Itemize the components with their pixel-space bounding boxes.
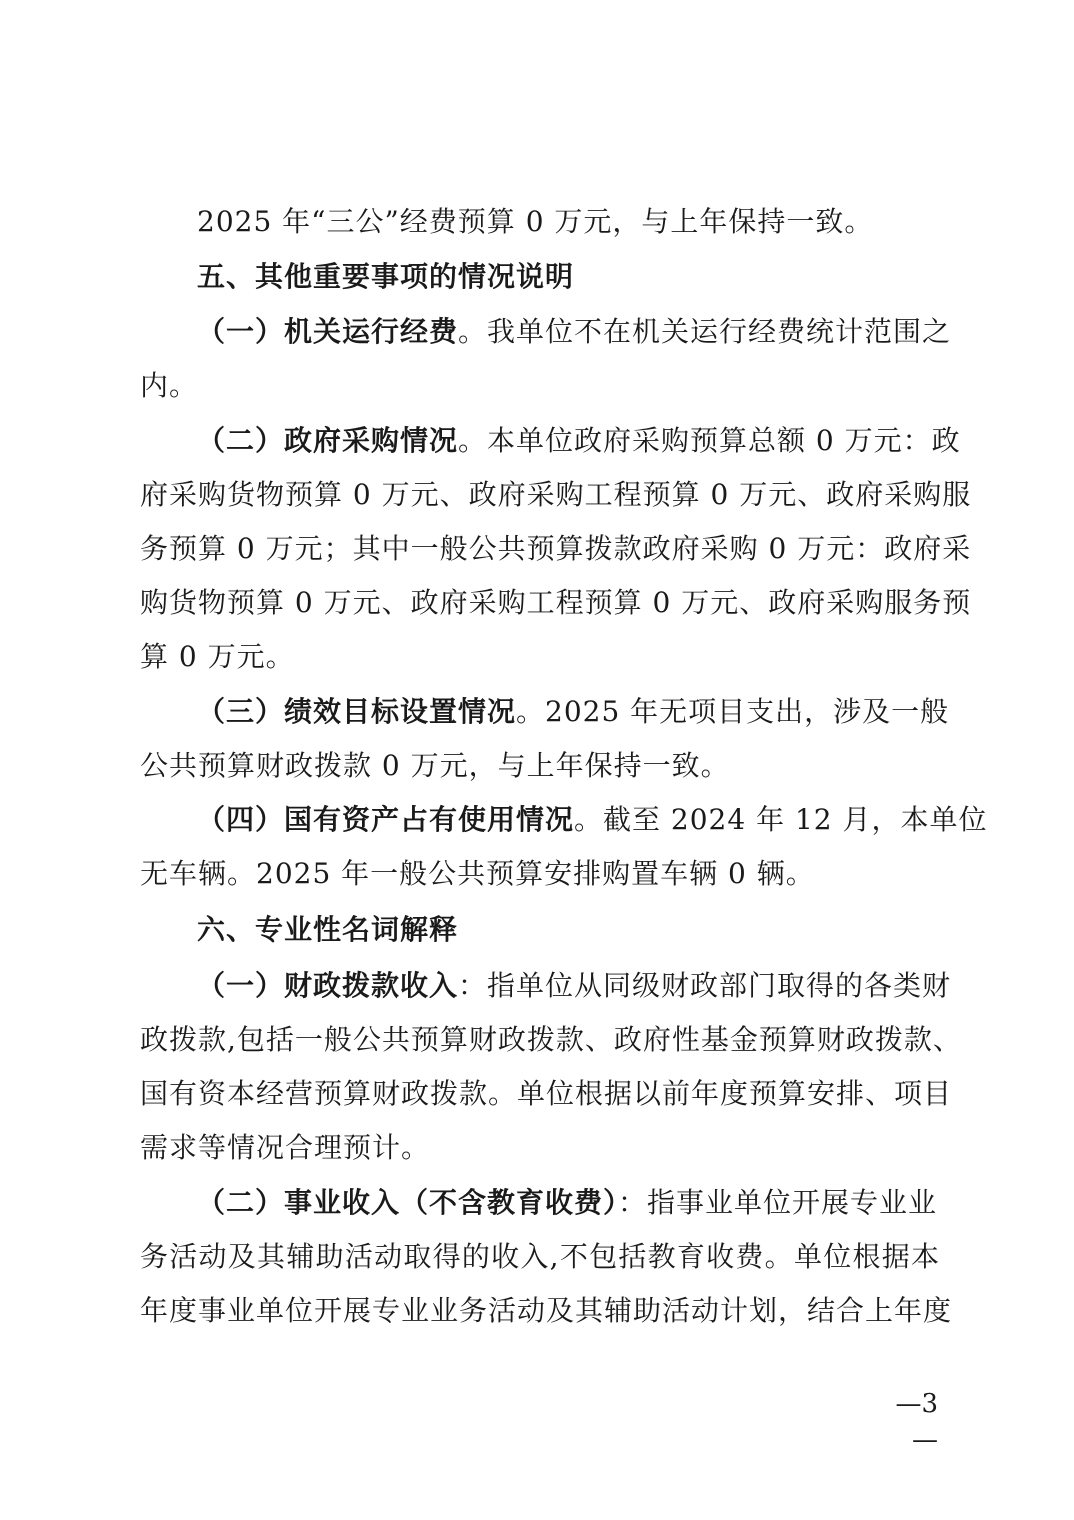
paragraph-procurement-line-5 <box>140 637 940 677</box>
paragraph-performance-line-2 <box>140 746 940 786</box>
paragraph-business-income-line-1 <box>197 1183 937 1223</box>
paragraph-operating-expenses-line-2 <box>140 366 940 406</box>
section-heading-6 <box>197 910 937 950</box>
paragraph-assets-line-1 <box>197 800 988 840</box>
paragraph-fiscal-appropriation-line-2 <box>140 1020 962 1060</box>
paragraph-business-income-line-2 <box>140 1237 940 1277</box>
text-run: 务活动及其辅助活动取得的收入,不包括教育收费。单位根据本 <box>140 1240 940 1273</box>
paragraph-procurement-line-1 <box>197 421 961 461</box>
text-run: 国有资本经营预算财政拨款。单位根据以前年度预算安排、项目 <box>140 1077 953 1110</box>
paragraph-procurement-line-4 <box>140 583 972 623</box>
text-run: 。截至 2024 年 12 月，本单位 <box>574 803 988 836</box>
subheading-text: （四）国有资产占有使用情况 <box>197 803 575 836</box>
page-number: —3— <box>895 1389 938 1455</box>
text-run: 无车辆。2025 年一般公共预算安排购置车辆 0 辆。 <box>140 857 815 890</box>
paragraph-fiscal-appropriation-line-3 <box>140 1074 953 1114</box>
subheading-text: （一）机关运行经费 <box>197 315 459 348</box>
paragraph-assets-line-2 <box>140 854 940 894</box>
subheading-text: （二）政府采购情况 <box>197 424 459 457</box>
text-run: 府采购货物预算 0 万元、政府采购工程预算 0 万元、政府采购服 <box>140 478 972 511</box>
subheading-text: （二）事业收入（不含教育收费） <box>197 1186 619 1219</box>
text-run: 政拨款,包括一般公共预算财政拨款、政府性基金预算财政拨款、 <box>140 1023 962 1056</box>
heading-text: 六、专业性名词解释 <box>197 913 459 946</box>
text-run: 算 0 万元。 <box>140 640 295 673</box>
paragraph-fiscal-appropriation-line-1 <box>197 966 952 1006</box>
text-run: 公共预算财政拨款 0 万元，与上年保持一致。 <box>140 749 730 782</box>
paragraph-performance-line-1 <box>197 692 950 732</box>
paragraph-sangong-budget <box>197 202 937 242</box>
text-run: 。本单位政府采购预算总额 0 万元：政 <box>458 424 961 457</box>
subheading-text: （一）财政拨款收入 <box>197 969 459 1002</box>
paragraph-procurement-line-2 <box>140 475 972 515</box>
text-run: 2025 年“三公”经费预算 0 万元，与上年保持一致。 <box>197 205 874 238</box>
text-run: 年度事业单位开展专业业务活动及其辅助活动计划，结合上年度 <box>140 1294 953 1327</box>
paragraph-operating-expenses-line-1 <box>197 312 952 352</box>
paragraph-fiscal-appropriation-line-4 <box>140 1128 940 1168</box>
paragraph-procurement-line-3 <box>140 529 972 569</box>
heading-text: 五、其他重要事项的情况说明 <box>197 260 575 293</box>
text-run: 购货物预算 0 万元、政府采购工程预算 0 万元、政府采购服务预 <box>140 586 972 619</box>
paragraph-business-income-line-3 <box>140 1291 953 1331</box>
text-run: 务预算 0 万元；其中一般公共预算拨款政府采购 0 万元：政府采 <box>140 532 972 565</box>
text-run: 内。 <box>140 369 199 402</box>
text-run: 需求等情况合理预计。 <box>140 1131 431 1164</box>
section-heading-5 <box>197 257 937 297</box>
text-run: 。2025 年无项目支出，涉及一般 <box>516 695 950 728</box>
text-run: ：指事业单位开展专业业 <box>618 1186 938 1219</box>
text-run: 。我单位不在机关运行经费统计范围之 <box>458 315 952 348</box>
text-run: ：指单位从同级财政部门取得的各类财 <box>458 969 952 1002</box>
subheading-text: （三）绩效目标设置情况 <box>197 695 517 728</box>
